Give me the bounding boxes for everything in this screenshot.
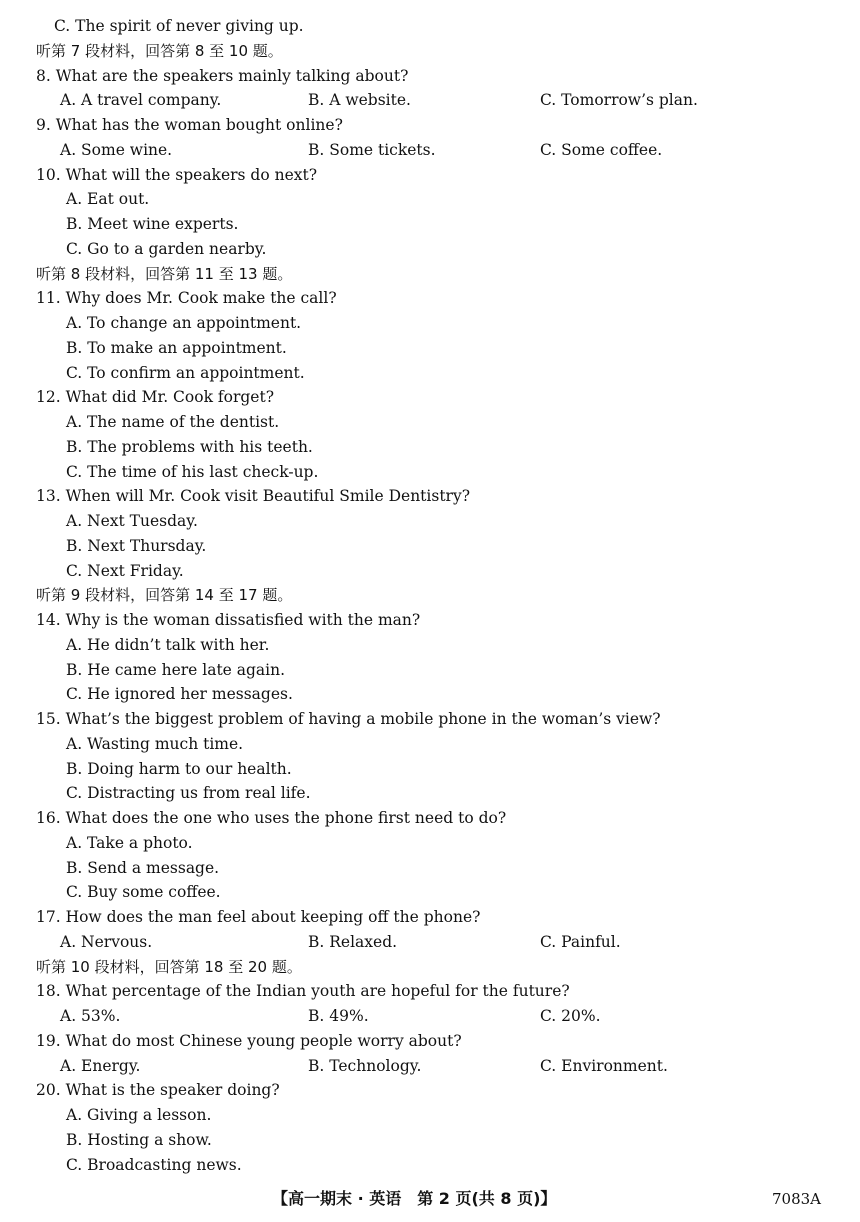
- section-instruction: 听第 10 段材料，回答第 18 至 20 题。: [36, 957, 302, 976]
- question-text: 18. What percentage of the Indian youth are hopeful for the future?: [36, 982, 570, 1001]
- option-row: [0, 781, 860, 806]
- option-row: [0, 138, 860, 163]
- option-row: [0, 1054, 860, 1079]
- section-instruction: 听第 8 段材料，回答第 11 至 13 题。: [36, 264, 293, 283]
- option-row: [0, 1103, 860, 1128]
- option-row: [0, 311, 860, 336]
- option-b: B. Technology.: [308, 1056, 422, 1075]
- option-text: C. Next Friday.: [66, 561, 184, 580]
- option-text: C. The time of his last check-up.: [66, 462, 319, 481]
- option-row: [0, 732, 860, 757]
- footer-code: 7083A: [772, 1190, 822, 1208]
- option-b: B. 49%.: [308, 1007, 369, 1025]
- option-row: [0, 435, 860, 460]
- option-text: A. Eat out.: [66, 190, 150, 209]
- question-text: 8. What are the speakers mainly talking about?: [36, 66, 409, 85]
- question-text: 10. What will the speakers do next?: [36, 165, 318, 184]
- section-row: [0, 955, 860, 980]
- option-a: A. Some wine.: [60, 140, 173, 159]
- option-row: [0, 1128, 860, 1153]
- option-row: [0, 460, 860, 485]
- option-text: B. To make an appointment.: [66, 338, 287, 357]
- option-c: C. Some coffee.: [540, 140, 663, 159]
- option-row: [0, 88, 860, 113]
- option-text: C. Go to a garden nearby.: [66, 239, 267, 258]
- option-row: [0, 856, 860, 881]
- option-text: C. To confirm an appointment.: [66, 363, 305, 382]
- question-text: 13. When will Mr. Cook visit Beautiful Smile Dentistry?: [36, 487, 471, 506]
- option-row: [0, 336, 860, 361]
- option-row: [0, 534, 860, 559]
- option-a: A. Nervous.: [60, 932, 153, 951]
- option-text: C. He ignored her messages.: [66, 685, 293, 704]
- question-row: [0, 608, 860, 633]
- option-row: [0, 187, 860, 212]
- option-text: A. Next Tuesday.: [66, 512, 198, 530]
- question-text: 12. What did Mr. Cook forget?: [36, 388, 275, 407]
- option-text: C. The spirit of never giving up.: [54, 17, 304, 35]
- option-text: B. Hosting a show.: [66, 1130, 212, 1149]
- question-row: [0, 385, 860, 410]
- question-row: [0, 707, 860, 732]
- option-text: B. Next Thursday.: [66, 536, 207, 555]
- option-a: A. Energy.: [60, 1056, 141, 1075]
- option-text: A. Giving a lesson.: [66, 1106, 212, 1124]
- question-text: 15. What’s the biggest problem of having a mobile phone in the woman’s view?: [36, 710, 661, 728]
- question-row: [0, 979, 860, 1004]
- option-text: A. To change an appointment.: [66, 314, 302, 332]
- option-row: [0, 410, 860, 435]
- option-row: [0, 237, 860, 262]
- question-text: 11. Why does Mr. Cook make the call?: [36, 289, 337, 308]
- option-row: [0, 14, 860, 39]
- option-c: C. Environment.: [540, 1056, 668, 1075]
- option-text: B. Send a message.: [66, 858, 220, 877]
- question-text: 9. What has the woman bought online?: [36, 116, 343, 134]
- question-text: 17. How does the man feel about keeping off the phone?: [36, 908, 481, 926]
- option-row: [0, 1004, 860, 1029]
- option-row: [0, 361, 860, 386]
- option-b: B. Some tickets.: [308, 140, 436, 159]
- option-row: [0, 831, 860, 856]
- option-row: [0, 212, 860, 237]
- option-row: [0, 509, 860, 534]
- option-c: C. Tomorrow’s plan.: [540, 91, 698, 110]
- question-text: 14. Why is the woman dissatisfied with the man?: [36, 611, 421, 629]
- option-text: C. Buy some coffee.: [66, 883, 221, 902]
- option-row: [0, 559, 860, 584]
- option-text: A. Take a photo.: [66, 833, 193, 852]
- section-instruction: 听第 7 段材料，回答第 8 至 10 题。: [36, 41, 283, 60]
- option-row: [0, 1153, 860, 1178]
- section-instruction: 听第 9 段材料，回答第 14 至 17 题。: [36, 586, 293, 605]
- section-row: [0, 583, 860, 608]
- option-text: C. Broadcasting news.: [66, 1155, 242, 1174]
- question-row: [0, 1078, 860, 1103]
- option-row: [0, 757, 860, 782]
- option-text: A. The name of the dentist.: [66, 413, 280, 431]
- option-b: B. A website.: [308, 91, 411, 110]
- option-text: C. Distracting us from real life.: [66, 784, 311, 803]
- question-row: [0, 286, 860, 311]
- question-row: [0, 1029, 860, 1054]
- option-text: B. The problems with his teeth.: [66, 437, 313, 456]
- question-row: [0, 484, 860, 509]
- question-row: [0, 163, 860, 188]
- option-a: A. A travel company.: [60, 91, 222, 110]
- page-footer: [0, 1184, 860, 1214]
- option-row: [0, 633, 860, 658]
- option-row: [0, 880, 860, 905]
- question-row: [0, 905, 860, 930]
- question-text: 20. What is the speaker doing?: [36, 1081, 280, 1100]
- question-row: [0, 113, 860, 138]
- option-row: [0, 682, 860, 707]
- question-text: 19. What do most Chinese young people worry about?: [36, 1031, 462, 1050]
- section-row: [0, 262, 860, 287]
- option-text: B. Doing harm to our health.: [66, 759, 292, 778]
- option-text: B. He came here late again.: [66, 660, 286, 679]
- option-c: C. 20%.: [540, 1007, 601, 1025]
- question-row: [0, 806, 860, 831]
- option-row: [0, 930, 860, 955]
- question-row: [0, 64, 860, 89]
- option-text: A. Wasting much time.: [66, 734, 244, 753]
- option-text: A. He didn’t talk with her.: [66, 635, 270, 654]
- option-text: B. Meet wine experts.: [66, 215, 239, 233]
- option-c: C. Painful.: [540, 932, 621, 951]
- question-text: 16. What does the one who uses the phone first need to do?: [36, 809, 507, 827]
- section-row: [0, 39, 860, 64]
- footer-title: 【高一期末 · 英语 第 2 页(共 8 页)】: [272, 1189, 557, 1208]
- option-row: [0, 658, 860, 683]
- option-b: B. Relaxed.: [308, 932, 398, 951]
- option-a: A. 53%.: [60, 1007, 121, 1025]
